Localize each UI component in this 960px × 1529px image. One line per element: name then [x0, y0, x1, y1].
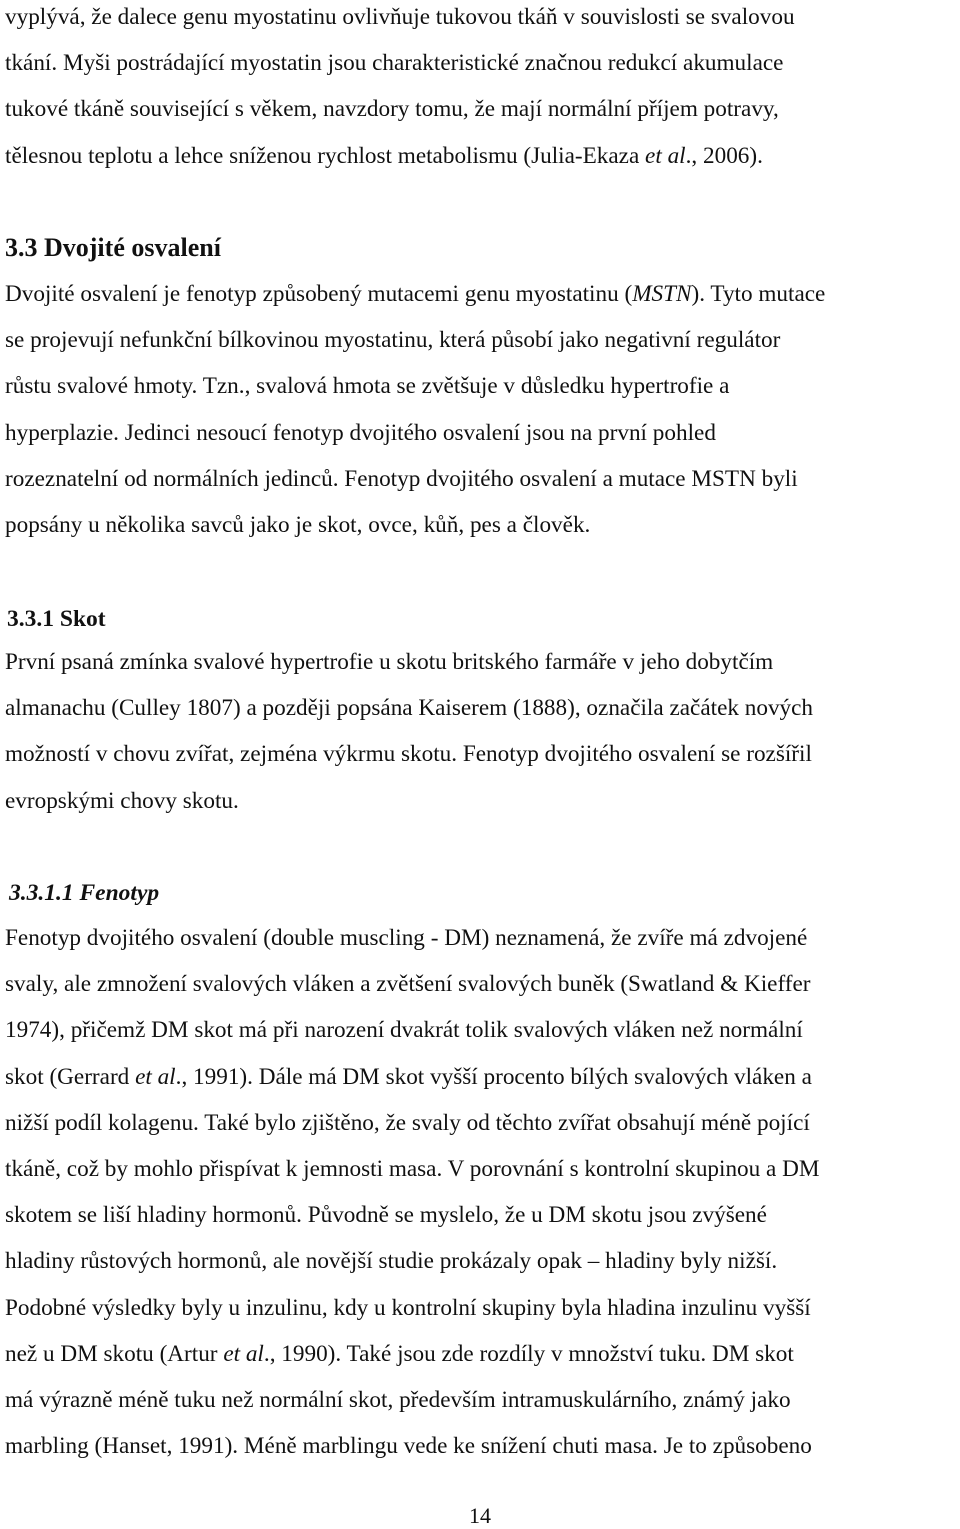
italic-run: et al — [645, 142, 686, 169]
text-line: vyplývá, že dalece genu myostatinu ovlivňuje tukovou tkáň v souvislosti se svalovou — [5, 4, 795, 30]
text-line: hladiny růstových hormonů, ale novější studie prokázaly opak – hladiny byly nižší. — [5, 1248, 778, 1275]
text-line — [5, 133, 795, 179]
text-run: Dvojité osvalení je fenotyp způsobený mutacemi genu myostatinu ( — [5, 281, 633, 307]
text-line: Podobné výsledky byly u inzulinu, kdy u kontrolní skupiny byla hladina inzulinu vyšší — [5, 1294, 811, 1321]
subsection-heading: 3.3.1 Skot — [7, 606, 106, 632]
section-heading: 3.3 Dvojité osvalení — [5, 233, 221, 262]
text-run: ., 2006). — [685, 142, 763, 169]
section-paragraph — [5, 271, 825, 548]
text-line: tukové tkáně související s věkem, navzdory tomu, že mají normální příjem potravy, — [5, 96, 779, 123]
text-line: růstu svalové hmoty. Tzn., svalová hmota se zvětšuje v důsledku hypertrofie a — [5, 373, 730, 400]
text-line: skotem se liší hladiny hormonů. Původně se myslelo, že u DM skotu jsou zvýšené — [5, 1202, 767, 1229]
text-line: tkáně, což by mohlo přispívat k jemnosti masa. V porovnání s kontrolní skupinou a DM — [5, 1155, 820, 1182]
text-line: rozeznatelní od normálních jedinců. Fenotyp dvojitého osvalení a mutace MSTN byli — [5, 465, 798, 492]
italic-run: MSTN — [632, 281, 692, 307]
subsubsection-paragraph — [5, 915, 819, 1469]
text-run: ., 1991). Dále má DM skot vyšší procento bílých svalových vláken a — [175, 1063, 812, 1090]
text-line: 1974), přičemž DM skot má při narození dvakrát tolik svalových vláken než normální — [5, 1017, 803, 1044]
text-line: almanachu (Culley 1807) a později popsána Kaiserem (1888), označila začátek nových — [5, 695, 814, 722]
text-run: tělesnou teplotu a lehce sníženou rychlost metabolismu (Julia-Ekaza — [5, 142, 646, 169]
page-number: 14 — [469, 1503, 491, 1528]
text-run: skot (Gerrard — [5, 1063, 136, 1090]
text-line: nižší podíl kolagenu. Také bylo zjištěno, že svaly od těchto zvířat obsahují méně pojící — [5, 1109, 810, 1136]
text-line — [5, 1054, 819, 1100]
subsubsection-heading: 3.3.1.1 Fenotyp — [9, 880, 160, 906]
text-line — [5, 271, 825, 317]
text-line — [5, 1331, 819, 1377]
text-line: hyperplazie. Jedinci nesoucí fenotyp dvojitého osvalení jsou na první pohled — [5, 419, 716, 446]
text-line: Fenotyp dvojitého osvalení (double muscling - DM) neznamená, že zvíře má zdvojené — [5, 925, 808, 951]
text-line: svaly, ale zmnožení svalových vláken a zvětšení svalových buněk (Swatland & Kieffer — [5, 971, 811, 998]
subsection-paragraph — [5, 639, 813, 824]
text-line: má výrazně méně tuku než normální skot, především intramuskulárního, známý jako — [5, 1386, 791, 1413]
text-line: popsány u několika savců jako je skot, ovce, kůň, pes a člověk. — [5, 511, 591, 538]
italic-run: et al — [223, 1340, 264, 1367]
text-line: tkání. Myši postrádající myostatin jsou charakteristické značnou redukcí akumulace — [5, 50, 784, 77]
text-run: ). Tyto mutace — [691, 281, 826, 307]
text-line: evropskými chovy skotu. — [5, 787, 239, 814]
text-line: možností v chovu zvířat, zejména výkrmu skotu. Fenotyp dvojitého osvalení se rozšířil — [5, 741, 812, 768]
text-line: se projevují nefunkční bílkovinou myostatinu, která působí jako negativní regulátor — [5, 327, 781, 354]
intro-paragraph — [5, 0, 795, 179]
text-line: marbling (Hanset, 1991). Méně marblingu vede ke snížení chuti masa. Je to způsobeno — [5, 1433, 812, 1460]
text-run: ., 1990). Také jsou zde rozdíly v množství tuku. DM skot — [263, 1340, 794, 1367]
text-run: než u DM skotu (Artur — [5, 1340, 224, 1367]
italic-run: et al — [135, 1063, 176, 1090]
text-line: První psaná zmínka svalové hypertrofie u skotu britského farmáře v jeho dobytčím — [5, 649, 774, 675]
